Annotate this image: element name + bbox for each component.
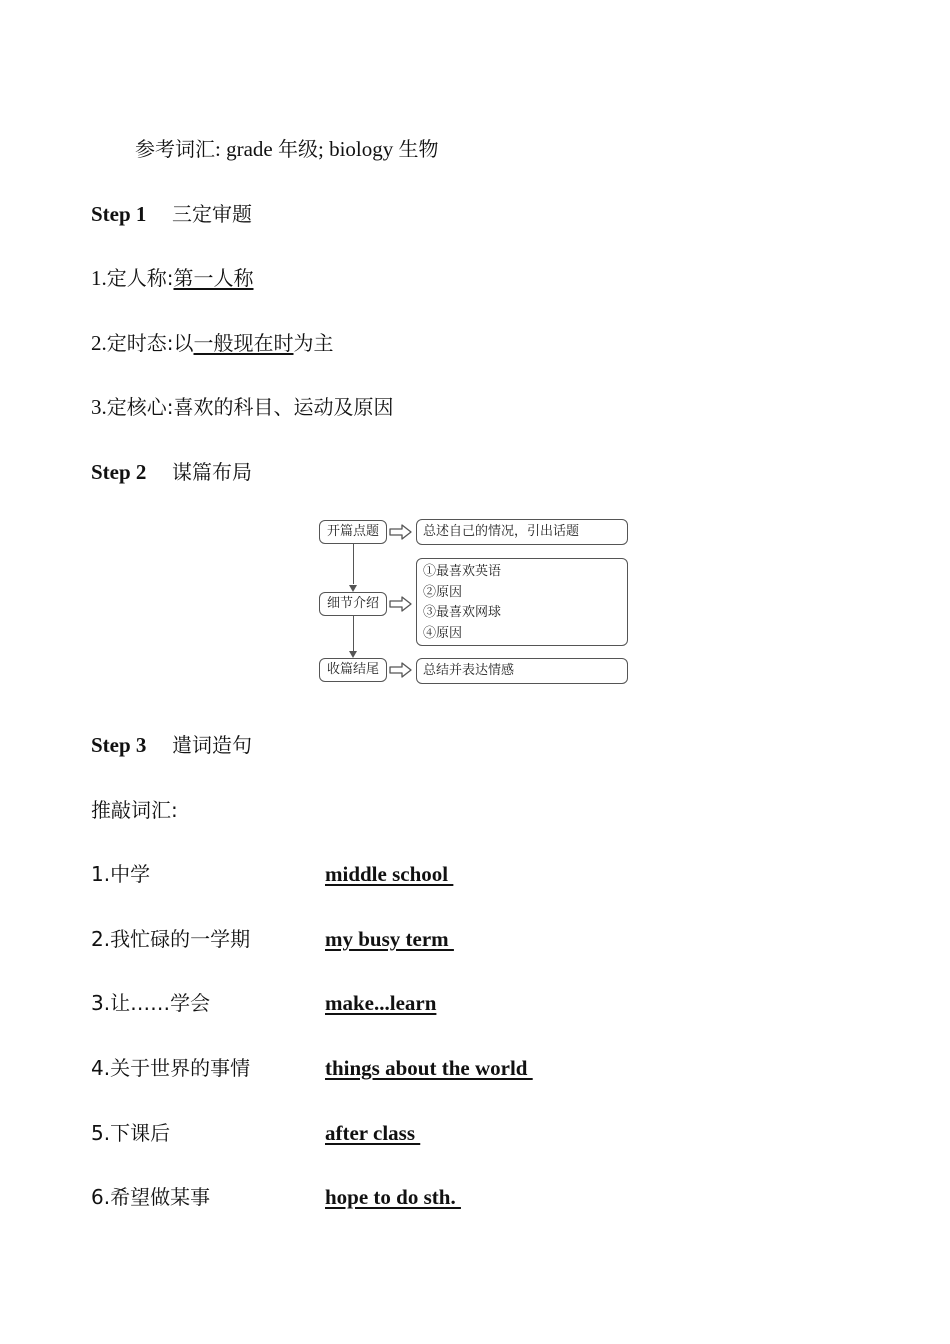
vocab-english-answer: after class — [325, 1121, 421, 1145]
diagram-connector-line — [353, 544, 354, 584]
item-number: 3. — [91, 395, 107, 419]
item-number: 1. — [91, 266, 107, 290]
reference-vocabulary-line — [135, 135, 439, 163]
item-underlined-answer: 一般现在时 — [193, 331, 294, 355]
detail-list-item: ④原因 — [423, 625, 463, 641]
diagram-closing-box: 收篇结尾 — [319, 658, 387, 682]
detail-list-item: ②原因 — [423, 584, 463, 600]
vocab-english-answer: hope to do sth. — [325, 1185, 461, 1209]
item-pre-text: 以 — [173, 331, 194, 355]
diagram-connector-line — [353, 616, 354, 651]
diagram-detail-list-box — [416, 558, 628, 646]
step1-item-1 — [91, 264, 254, 292]
reference-word-grade-cn: 年级 — [277, 137, 318, 161]
reference-separator: ; — [317, 137, 324, 161]
reference-colon: : — [215, 137, 221, 161]
right-arrow-icon — [389, 524, 413, 540]
reference-prefix: 参考词汇 — [135, 137, 215, 161]
vocab-chinese: 1.中学 — [91, 862, 151, 886]
vocab-chinese: 6.希望做某事 — [91, 1185, 211, 1209]
detail-list-item: ③最喜欢网球 — [423, 605, 502, 620]
item-key: 定核心: — [106, 395, 174, 419]
right-arrow-icon — [389, 596, 413, 612]
step1-label: Step 1 — [91, 202, 147, 226]
vocabulary-heading — [91, 796, 178, 824]
vocab-english-answer: my busy term — [325, 927, 454, 951]
right-arrow-icon — [389, 662, 413, 678]
diagram-details-box: 细节介绍 — [319, 592, 387, 616]
item-key: 定人称: — [106, 266, 174, 290]
item-text: 喜欢的科目、运动及原因 — [173, 395, 394, 419]
vocab-chinese: 2.我忙碌的一学期 — [91, 927, 251, 951]
item-post-text: 为主 — [293, 331, 334, 355]
step3-label: Step 3 — [91, 733, 147, 757]
item-number: 2. — [91, 331, 107, 355]
item-underlined-answer: 第一人称 — [173, 266, 254, 290]
reference-word-biology: biology — [329, 137, 394, 161]
item-key: 定时态: — [106, 331, 174, 355]
down-arrow-icon — [349, 585, 357, 592]
step2-label: Step 2 — [91, 460, 147, 484]
vocab-chinese: 4.关于世界的事情 — [91, 1056, 251, 1080]
step1-heading — [91, 200, 252, 228]
diagram-overview-box: 总述自己的情况，引出话题 — [416, 519, 628, 545]
step1-title: 三定审题 — [172, 202, 252, 226]
step2-title: 谋篇布局 — [172, 460, 252, 484]
outline-diagram — [318, 516, 630, 688]
vocab-english-answer: make...learn — [325, 991, 437, 1015]
vocab-chinese: 3.让……学会 — [91, 991, 211, 1015]
vocab-chinese: 5.下课后 — [91, 1121, 171, 1145]
reference-word-grade: grade — [226, 137, 273, 161]
step3-title: 遣词造句 — [172, 733, 252, 757]
reference-word-biology-cn: 生物 — [398, 137, 439, 161]
down-arrow-icon — [349, 651, 357, 658]
step3-heading — [91, 731, 252, 759]
vocab-english-answer: middle school — [325, 862, 454, 886]
diagram-summary-box: 总结并表达情感 — [416, 658, 628, 684]
step1-item-2 — [91, 329, 334, 357]
step1-item-3 — [91, 393, 394, 421]
detail-list-item: ①最喜欢英语 — [423, 564, 502, 579]
vocab-english-answer: things about the world — [325, 1056, 533, 1080]
step2-heading — [91, 458, 252, 486]
diagram-opening-box: 开篇点题 — [319, 520, 387, 544]
vocabulary-heading-text: 推敲词汇: — [91, 798, 178, 822]
